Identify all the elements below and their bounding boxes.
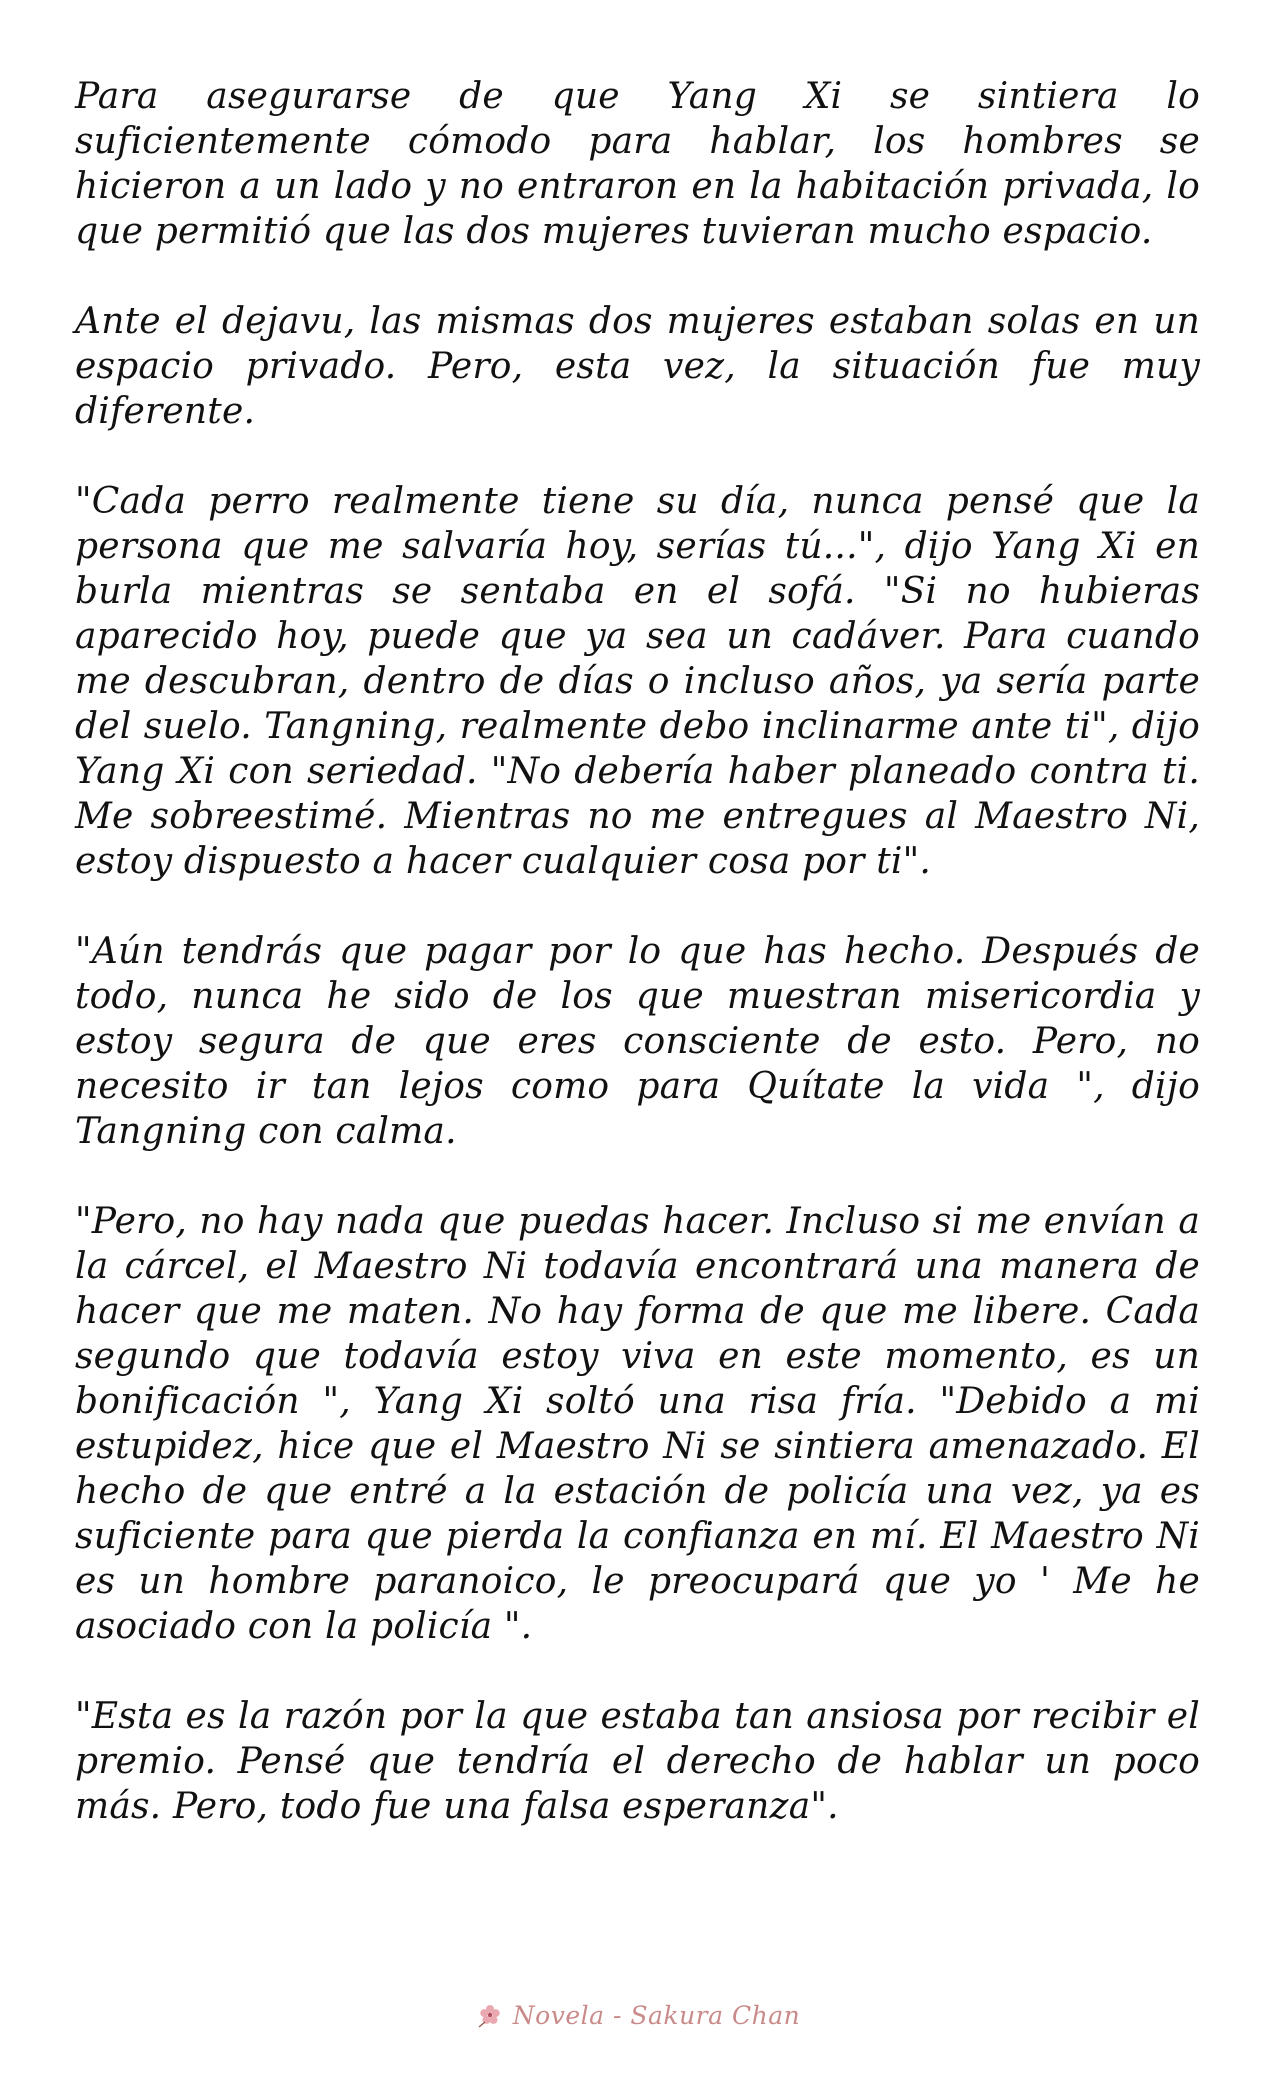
paragraph-4: "Aún tendrás que pagar por lo que has hecho. Después de todo, nunca he sido de los que muestran misericordia y estoy segura de que eres consciente de esto. Pero, no necesito ir tan lejos como para Quítate la vida ", dijo Tangning con calma.: [75, 931, 1200, 1152]
paragraph-3: "Cada perro realmente tiene su día, nunca pensé que la persona que me salvaría hoy, serías tú...", dijo Yang Xi en burla mientras se sentaba en el sofá. "Si no hubieras aparecido hoy, puede que ya sea un cadáver. Para cuando me descubran, dentro de días o incluso años, ya sería parte del suelo. Tangning, realmente debo inclinarme ante ti", dijo Yang Xi con seriedad. "No debería haber planeado contra ti. Me sobreestimé. Mientras no me entregues al Maestro Ni, estoy dispuesto a hacer cualquier cosa por ti".: [75, 481, 1200, 882]
paragraph-1: Para asegurarse de que Yang Xi se sintiera lo suficientemente cómodo para hablar, los hombres se hicieron a un lado y no entraron en la habitación privada, lo que permitió que las dos mujeres tuvieran mucho espacio.: [75, 76, 1200, 252]
footer-watermark: [0, 1990, 1275, 2040]
footer-credit: Novela - Sakura Chan: [512, 2000, 801, 2030]
paragraph-6: "Esta es la razón por la que estaba tan ansiosa por recibir el premio. Pensé que tendría el derecho de hablar un poco más. Pero, todo fue una falsa esperanza".: [75, 1696, 1200, 1827]
sakura-flower-icon: [475, 2000, 505, 2030]
paragraph-2: Ante el dejavu, las mismas dos mujeres estaban solas en un espacio privado. Pero, esta vez, la situación fue muy diferente.: [75, 301, 1200, 432]
document-body: [75, 74, 1200, 1874]
paragraph-5: "Pero, no hay nada que puedas hacer. Incluso si me envían a la cárcel, el Maestro Ni todavía encontrará una manera de hacer que me maten. No hay forma de que me libere. Cada segundo que todavía estoy viva en este momento, es un bonificación ", Yang Xi soltó una risa fría. "Debido a mi estupidez, hice que el Maestro Ni se sintiera amenazado. El hecho de que entré a la estación de policía una vez, ya es suficiente para que pierda la confianza en mí. El Maestro Ni es un hombre paranoico, le preocupará que yo ' Me he asociado con la policía ".: [75, 1201, 1200, 1647]
